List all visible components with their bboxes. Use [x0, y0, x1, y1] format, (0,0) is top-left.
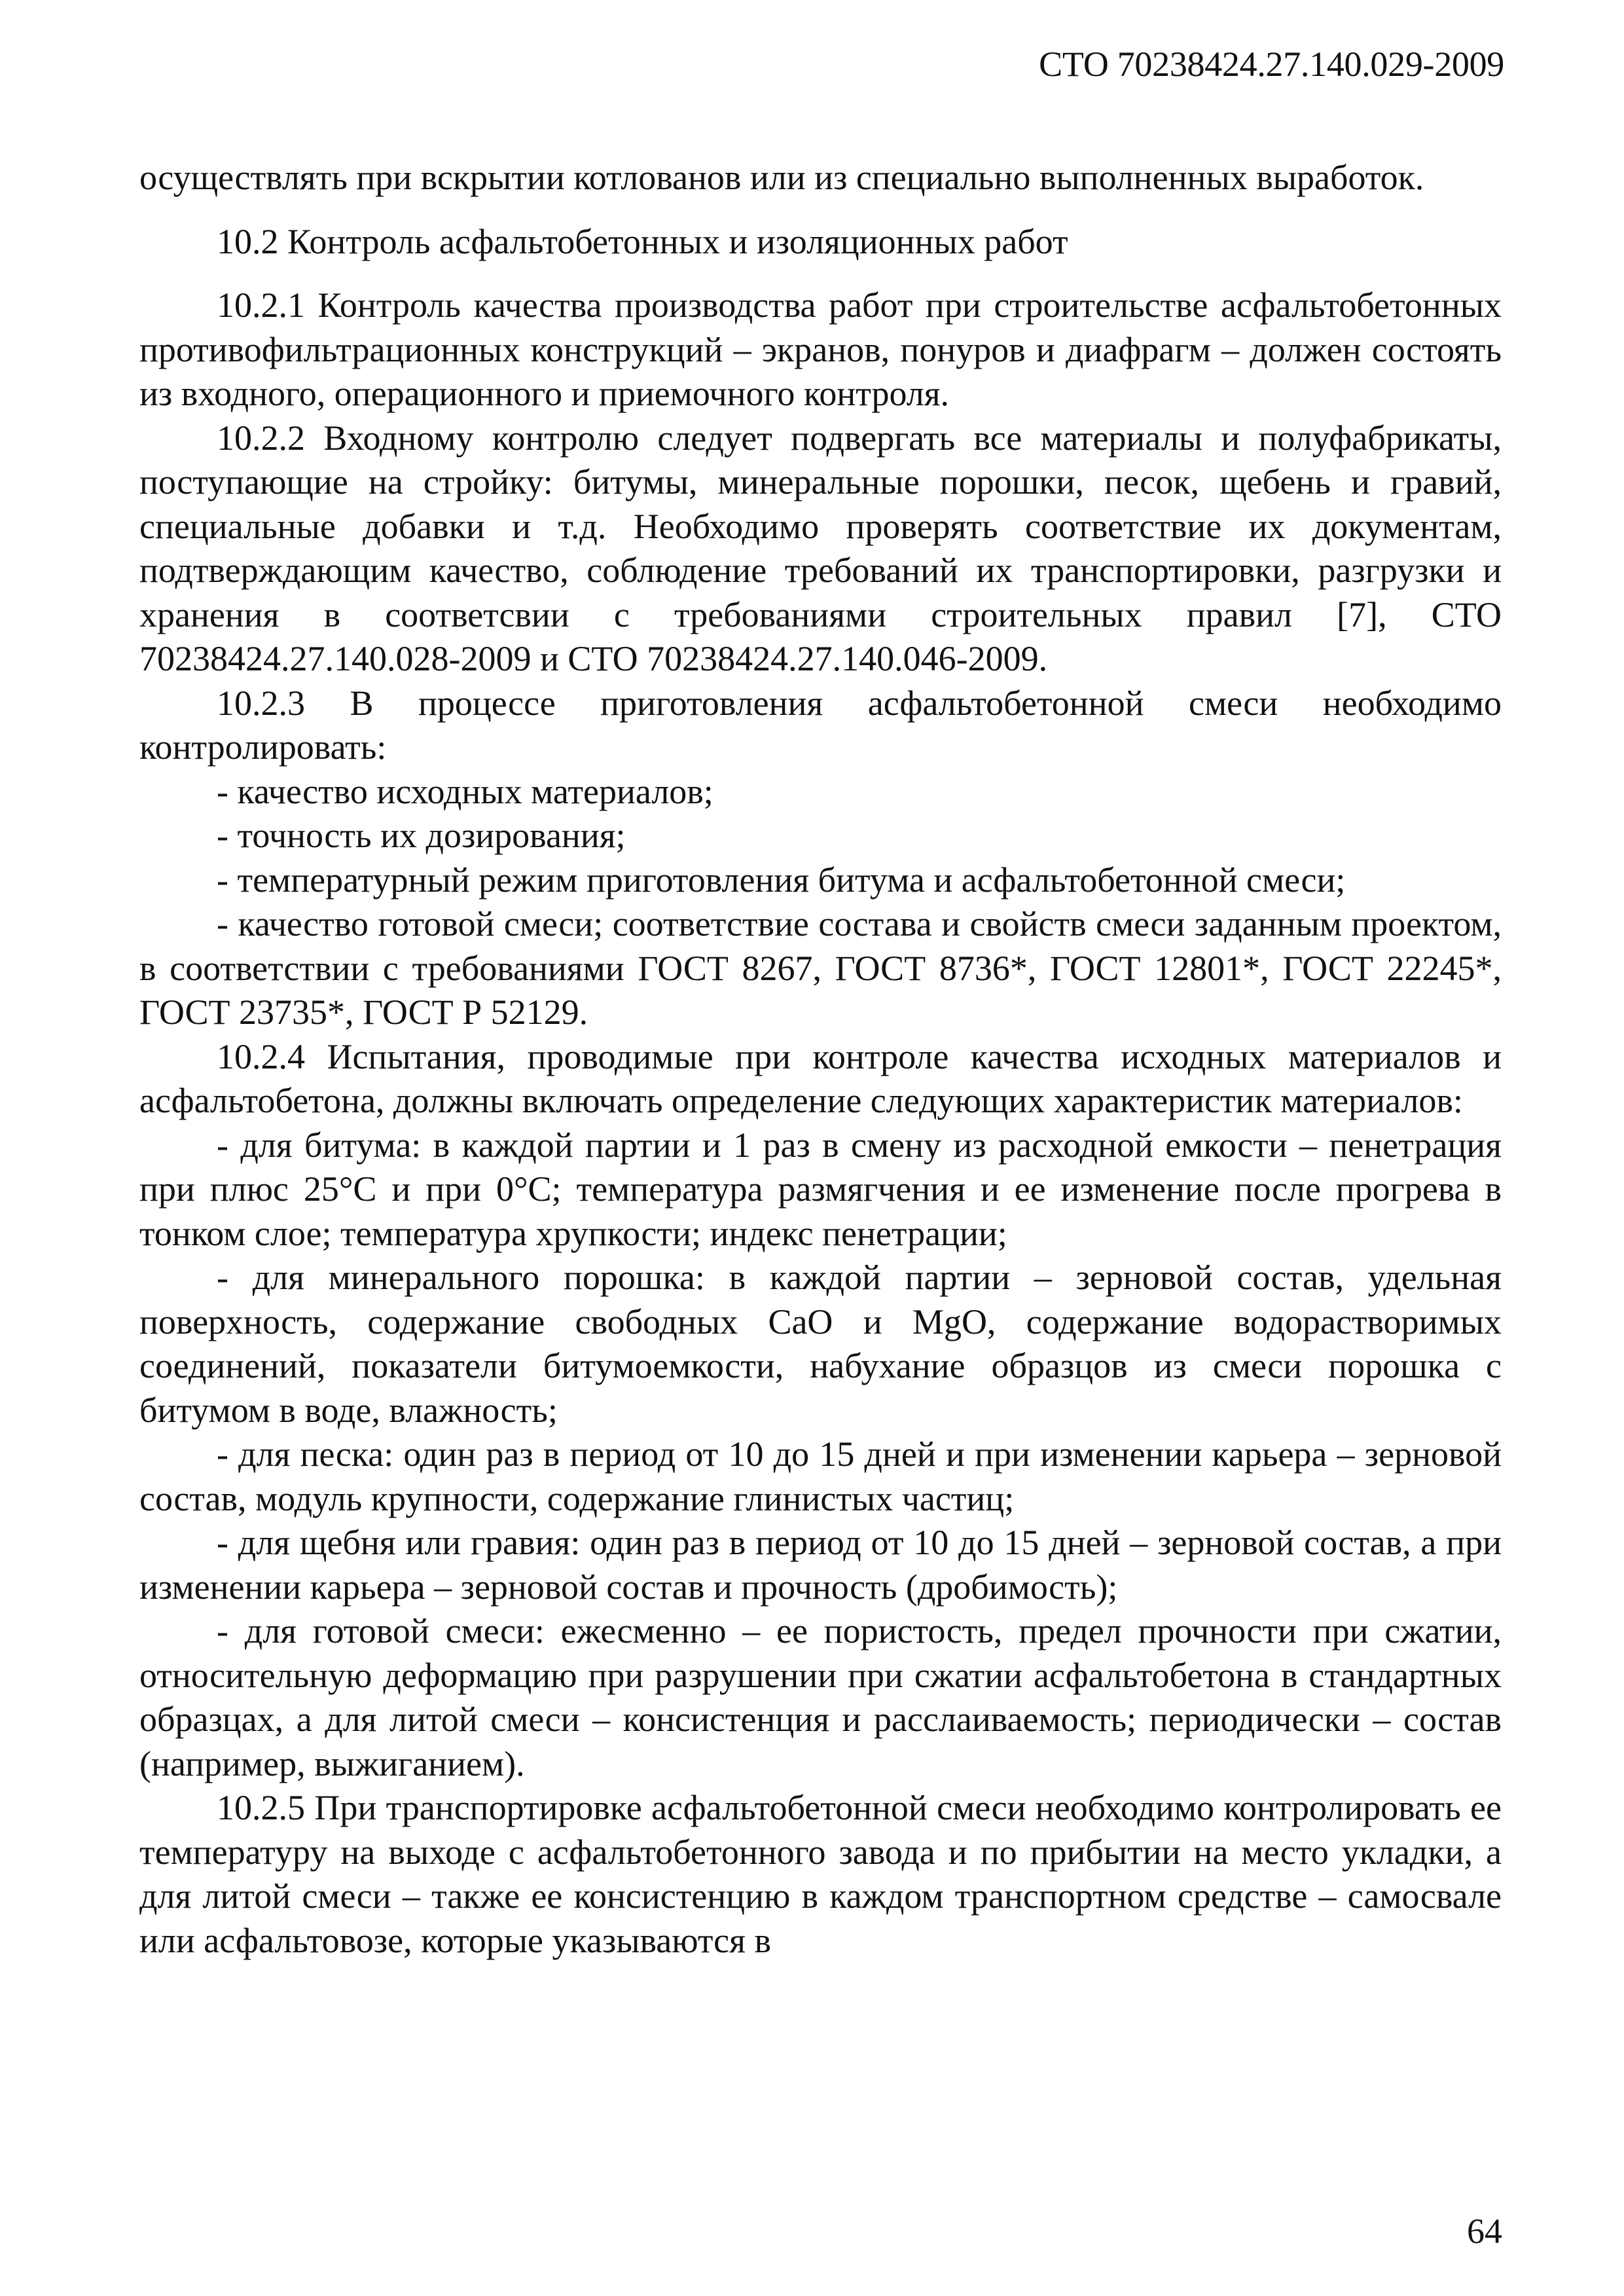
list-item: - для готовой смеси: ежесменно – ее пористость, предел прочности при сжатии, относительную деформацию при разрушении при сжатии асфальтобетона в стандартных образцах, а для литой смеси – консистенция и расслаиваемость; периодически – состав (например, выжиганием). — [139, 1611, 1502, 1783]
paragraph-10-2-3: 10.2.3 В процессе приготовления асфальтобетонной смеси необходимо контролировать: — [139, 683, 1502, 767]
list-item: - точность их дозирования; — [217, 816, 626, 855]
list-item: - для битума: в каждой партии и 1 раз в смену из расходной емкости – пенетрация при плюс 25°С и при 0°С; температура размягчения и ее изменение после прогрева в тонком слое; температура хрупкости; индекс пенетрации; — [139, 1125, 1502, 1253]
document-header: СТО 70238424.27.140.029-2009 — [1039, 45, 1504, 84]
paragraph-10-2-5: 10.2.5 При транспортировке асфальтобетонной смеси необходимо контролировать ее температуру на выходе с асфальтобетонного завода и по прибытии на место укладки, а для литой смеси – также ее консистенцию в каждом транспортном средстве – самосвале или асфальтовозе, которые указываются в — [139, 1788, 1502, 1960]
paragraph-10-2-2: 10.2.2 Входному контролю следует подвергать все материалы и полуфабрикаты, поступающие на стройку: битумы, минеральные порошки, песок, щебень и гравий, специальные добавки и т.д. Необходимо проверять соответствие их документам, подтверждающим качество, соблюдение требований их транспортировки, разгрузки и хранения в соответсвии с требованиями строительных правил [7], СТО 70238424.27.140.028-2009 и СТО 70238424.27.140.046-2009. — [139, 418, 1502, 678]
list-item: - для щебня или гравия: один раз в период от 10 до 15 дней – зерновой состав, а при изменении карьера – зерновой состав и прочность (дробимость); — [139, 1523, 1502, 1607]
document-body — [139, 156, 1502, 1963]
page-number: 64 — [1467, 2212, 1502, 2251]
list-item: - температурный режим приготовления битума и асфальтобетонной смеси; — [217, 860, 1346, 900]
list-item: - качество готовой смеси; соответствие состава и свойств смеси заданным проектом, в соответствии с требованиями ГОСТ 8267, ГОСТ 8736*, ГОСТ 12801*, ГОСТ 22245*, ГОСТ 23735*, ГОСТ Р 52129. — [139, 904, 1502, 1032]
list-item: - для минерального порошка: в каждой партии – зерновой состав, удельная поверхность, содержание свободных CaO и MgO, содержание водорастворимых соединений, показатели битумоемкости, набухание образцов из смеси порошка с битумом в воде, влажность; — [139, 1258, 1502, 1430]
paragraph-continuation: осуществлять при вскрытии котлованов или из специально выполненных выработок. — [139, 158, 1424, 197]
paragraph-10-2-4: 10.2.4 Испытания, проводимые при контроле качества исходных материалов и асфальтобетона, должны включать определение следующих характеристик материалов: — [139, 1036, 1502, 1120]
list-item: - для песка: один раз в период от 10 до 15 дней и при изменении карьера – зерновой состав, модуль крупности, содержание глинистых частиц; — [139, 1434, 1502, 1518]
list-item: - качество исходных материалов; — [217, 771, 713, 811]
paragraph-10-2-1: 10.2.1 Контроль качества производства работ при строительстве асфальтобетонных противофильтрационных конструкций – экранов, понуров и диафрагм – должен состоять из входного, операционного и приемочного контроля. — [139, 285, 1502, 413]
section-heading-10-2: 10.2 Контроль асфальтобетонных и изоляционных работ — [217, 221, 1068, 261]
